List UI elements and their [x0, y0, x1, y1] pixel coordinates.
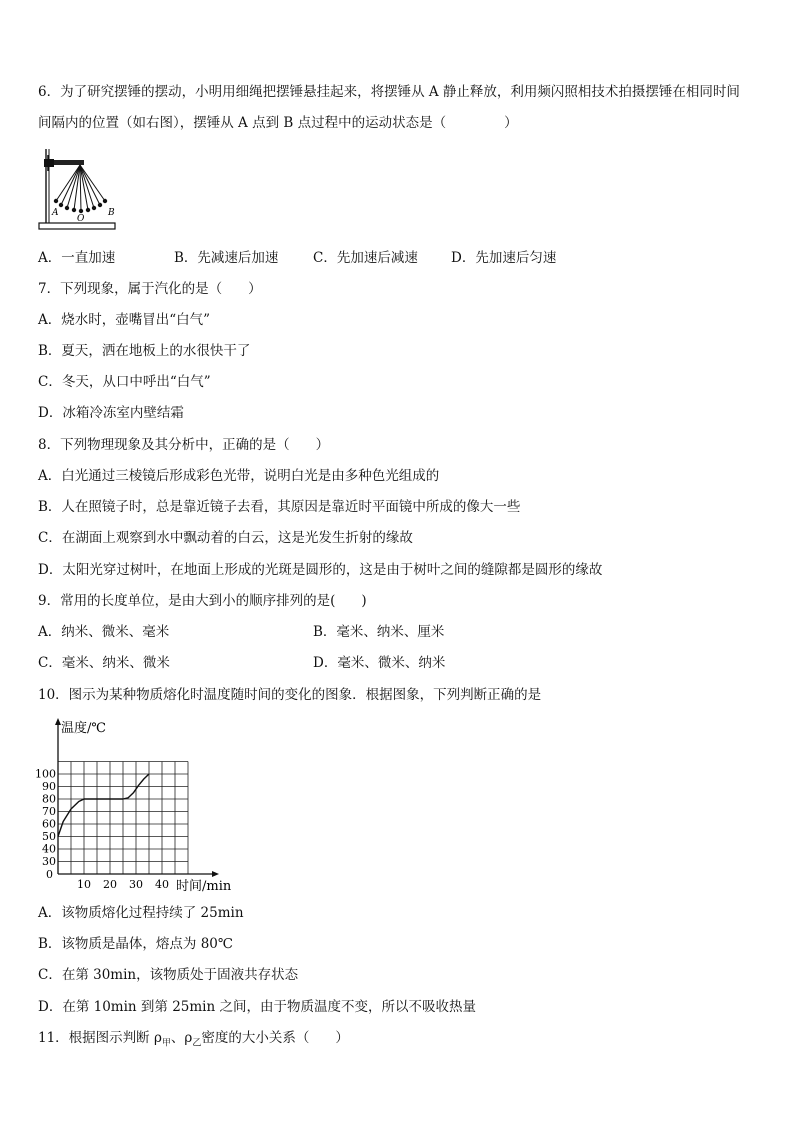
q10-option-d[interactable]: D．在第 10min 到第 25min 之间，由于物质温度不变，所以不吸收热量 [38, 999, 476, 1015]
q6-option-c[interactable]: C．先加速后减速 [313, 250, 418, 266]
q7-stem-text: 7．下列现象，属于汽化的是（ [38, 281, 223, 297]
y-tick-label: 40 [42, 842, 56, 856]
q9-stem-close: ) [361, 593, 367, 609]
x-tick-label: 30 [129, 878, 143, 891]
clamp [44, 159, 54, 167]
label-b: B [108, 208, 115, 218]
q7-stem-close: ） [248, 281, 262, 297]
x-tick-label: 40 [155, 878, 169, 891]
y-axis-title: 温度/℃ [61, 721, 106, 736]
x-axis-title: 时间/min [176, 879, 232, 894]
q9-stem [38, 592, 367, 610]
q9-stem-text: 9．常用的长度单位，是由大到小的顺序排列的是( [38, 593, 336, 609]
q9-option-a[interactable]: A．纳米、微米、毫米 [38, 624, 170, 640]
q10-stem: 10．图示为某种物质熔化时温度随时间的变化的图象．根据图象，下列判断正确的是 [38, 687, 542, 703]
label-o: O [77, 214, 85, 224]
q7-option-a[interactable]: A．烧水时，壶嘴冒出“白气” [38, 312, 211, 328]
q6-stem-line1: 6．为了研究摆锤的摆动，小明用细绳把摆锤悬挂起来，将摆锤从 A 静止释放，利用频闪照相技术拍摄摆锤在相同时间 [38, 84, 740, 100]
q11-stem-prefix: 11．根据图示判断 ρ [38, 1030, 162, 1046]
x-tick-label: 10 [77, 878, 91, 891]
label-a: A [52, 208, 59, 218]
clamp-arm [54, 160, 84, 165]
q8-option-b[interactable]: B．人在照镜子时，总是靠近镜子去看，其原因是靠近时平面镜中所成的像大一些 [38, 499, 521, 515]
pendulum-figure [38, 147, 118, 235]
q6-option-a[interactable]: A．一直加速 [38, 250, 116, 266]
y-tick-label: 50 [42, 830, 56, 843]
q8-option-d[interactable]: D．太阳光穿过树叶，在地面上形成的光斑是圆形的，这是由于树叶之间的缝隙都是圆形的缘故 [38, 562, 603, 578]
q6-stem-close: ） [504, 115, 518, 131]
y-tick-label: 100 [35, 767, 56, 781]
q11-stem-close: ） [335, 1030, 349, 1046]
y-tick-label: 60 [42, 817, 56, 831]
q10-option-c[interactable]: C．在第 30min，该物质处于固液共存状态 [38, 967, 299, 983]
y-tick-label: 80 [42, 792, 56, 806]
temperature-curve [58, 774, 149, 837]
origin-label: 0 [46, 868, 53, 881]
q9-option-c[interactable]: C．毫米、纳米、微米 [38, 655, 170, 671]
q10-option-b[interactable]: B．该物质是晶体，熔点为 80℃ [38, 936, 233, 952]
q11-sub-jia: 甲 [161, 1038, 171, 1049]
q7-option-b[interactable]: B．夏天，洒在地板上的水很快干了 [38, 343, 251, 359]
melting-chart [35, 714, 238, 894]
q8-stem-text: 8．下列物理现象及其分析中，正确的是（ [38, 437, 290, 453]
q8-option-a[interactable]: A．白光通过三棱镜后形成彩色光带，说明白光是由多种色光组成的 [38, 468, 440, 484]
y-tick-label: 30 [42, 855, 56, 868]
y-tick-label: 90 [42, 780, 56, 793]
x-axis-arrow [212, 871, 219, 877]
pendulum-strings [56, 165, 105, 211]
q11-sep: 、ρ [170, 1030, 193, 1046]
x-tick-label: 20 [103, 878, 117, 891]
q11-stem [38, 1029, 349, 1053]
q7-option-c[interactable]: C．冬天，从口中呼出“白气” [38, 374, 211, 390]
q10-option-a[interactable]: A．该物质熔化过程持续了 25min [38, 905, 244, 921]
q9-option-d[interactable]: D．毫米、微米、纳米 [313, 655, 446, 671]
q8-option-c[interactable]: C．在湖面上观察到水中飘动着的白云，这是光发生折射的缘故 [38, 530, 413, 546]
q8-stem-close: ） [315, 437, 330, 453]
y-tick-label: 70 [42, 805, 56, 818]
q9-option-b[interactable]: B．毫米、纳米、厘米 [313, 624, 445, 640]
q7-stem [38, 280, 262, 298]
q8-stem [38, 436, 329, 454]
q6-stem-text: 间隔内的位置（如右图），摆锤从 A 点到 B 点过程中的运动状态是（ [38, 115, 447, 131]
q6-option-b[interactable]: B．先减速后加速 [174, 250, 279, 266]
q7-option-d[interactable]: D．冰箱冷冻室内壁结霜 [38, 405, 184, 421]
q11-sub-yi: 乙 [192, 1038, 202, 1049]
q11-stem-suffix: 密度的大小关系（ [201, 1030, 310, 1046]
q6-stem-line2 [38, 114, 518, 132]
q6-option-d[interactable]: D．先加速后匀速 [451, 250, 557, 266]
